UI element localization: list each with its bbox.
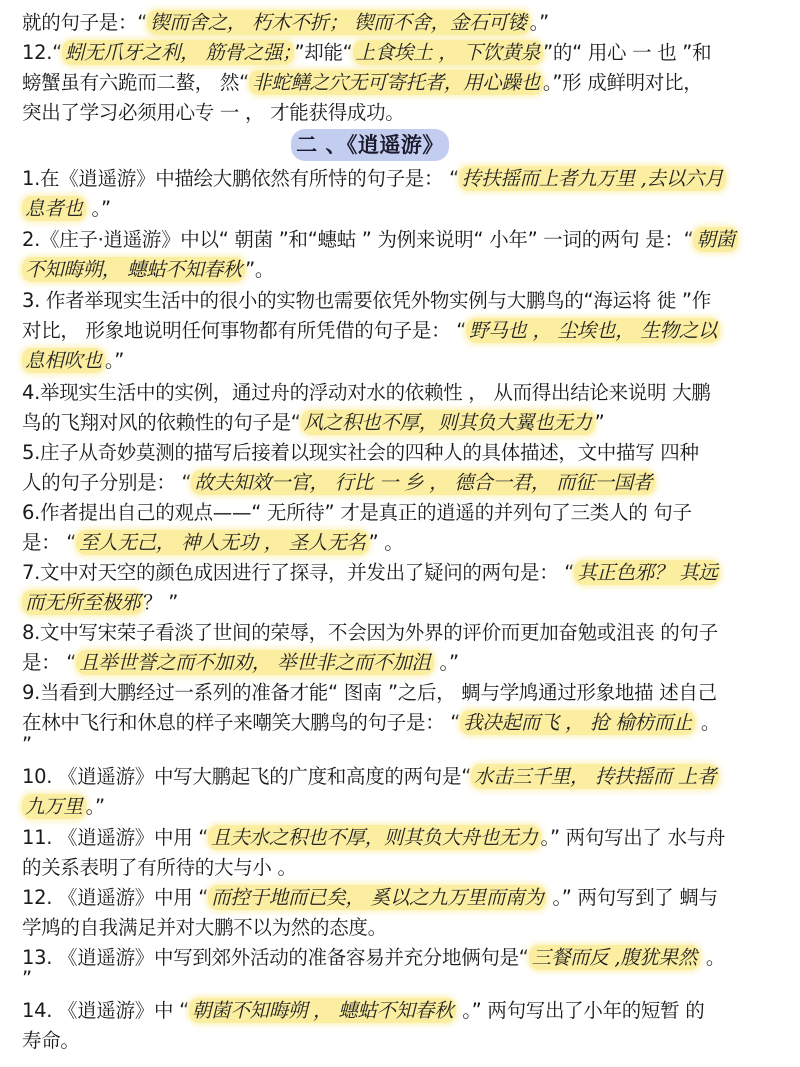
item-12-line-1 [22,883,788,913]
question-text: 鸟的飞翔对风的依赖性的句子是“ [22,411,301,434]
item-13-line-2: ” [22,967,32,990]
question-text: 。” [529,11,549,34]
item-1-line-2 [22,194,788,224]
item-5-line-1: 5.庄子从奇妙莫测的描写后接着以现实社会的四种人的具体描述，文中描写 四种 [22,441,699,464]
question-text: ” [594,411,605,434]
item-8-line-2 [22,648,788,678]
question-text: 14. 《逍遥游》中 “ [22,999,189,1022]
question-text: 对比， 形象地说明任何事物都有所凭借的句子是： “ [22,319,466,342]
question-text: 。” [85,795,105,818]
highlighted-answer: 且夫水之积也不厚，则其负大舟也无力 [208,825,540,850]
question-text: ”的“ 用心 一 也 ”和 [543,41,712,64]
question-text: 螃蟹虽有六跪而二螯， 然“ [22,71,249,94]
question-text: 是： “ [22,531,77,554]
question-text: ”。 [245,258,275,281]
item-6-line-1: 6.作者提出自己的观点——“ 无所待” 才是真正的逍遥的并列句了三类人的 句子 [22,501,692,524]
highlighted-answer: 非蛇鳝之穴无可寄托者，用心躁也 [249,70,543,95]
item-9-line-1: 9.当看到大鹏经过一系列的准备才能“ 图南 ”之后， 蜩与学鸠通过形象地描 述自己 [22,681,717,704]
item-2-line-2 [22,255,788,285]
question-text: 10. 《逍遥游》中写大鹏起飞的广度和高度的两句是“ [22,765,472,788]
question-text: 2.《庄子·逍遥游》中以“ 朝菌 ”和“蟪蛄 ” 为例来说明“ 小年” 一词的两句 是：“ [22,228,694,251]
highlighted-answer: 锲而舍之， 朽木不折； 锲而不舍，金石可镂 [147,10,530,35]
item-11-tail-line [22,8,788,38]
question-text: 。” [85,197,111,220]
highlighted-answer: 且举世誉之而不加劝， 举世非之而不加沮 [76,650,434,675]
highlighted-answer: 朝菌 [693,227,737,252]
question-text: 7.文中对天空的颜色成因进行了探寻，并发出了疑问的两句是： “ [22,561,575,584]
question-text: 是： “ [22,651,77,674]
highlighted-answer: 至人无己， 神人无功 ， 圣人无名 [76,530,369,555]
item-3-line-2 [22,316,788,346]
item-6-line-2 [22,528,788,558]
item-11-line-1 [22,823,788,853]
question-text: 。” 两句写出了 水与舟 [540,826,726,849]
question-text: 人的句子分别是： “ [22,471,192,494]
question-text: 。” [104,349,125,372]
item-3-line-1: 3. 作者举现实生活中的很小的实物也需要依凭外物实例与大鹏鸟的“海运将 徙 ”作 [22,289,711,312]
item-12-prev-line-2 [22,68,788,98]
section-heading: 二 、《逍遥游》 [291,129,449,161]
highlighted-answer: 抟扶摇而上者九万里 ,去以六月 [459,166,726,191]
item-8-line-1: 8.文中写宋荣子看淡了世间的荣辱，不会因为外界的评价而更加奋勉或沮丧 的句子 [22,621,718,644]
highlighted-answer: 而无所至极邪 [22,590,143,615]
highlighted-answer: 三餐而反 ,腹犹果然 [529,945,700,970]
item-7-line-1 [22,558,788,588]
question-text: 。”形 成鲜明对比， [542,71,703,94]
question-text: 1.在《逍遥游》中描绘大鹏依然有所恃的句子是： “ [22,167,459,190]
highlighted-answer: 不知晦朔， 蟪蛄不知春秋 [22,257,245,282]
question-text: 12. 《逍遥游》中用 “ [22,886,209,909]
question-text: 11. 《逍遥游》中用 “ [22,826,209,849]
item-14-line-1 [22,996,788,1026]
item-11-line-2: 的关系表明了有所待的大与小 。 [22,856,297,879]
highlighted-answer: 野马也 ， 尘埃也， 生物之以 [466,318,720,343]
highlighted-answer: 蚓无爪牙之利， 筋骨之强； [62,40,295,65]
item-1-line-1 [22,164,788,194]
highlighted-answer: 而控于地而已矣， 奚以之九万里而南为 [208,885,546,910]
question-text: ”却能“ [294,41,353,64]
item-3-line-3 [22,346,788,376]
highlighted-answer: 上食埃土 ， 下饮黄泉 [353,40,544,65]
item-10-line-1 [22,762,788,792]
question-text: 。” [433,651,459,674]
item-12-prev-line-3: 突出了学习必须用心专 一 ， 才能获得成功。 [22,101,405,124]
highlighted-answer: 故夫知效一官， 行比 一 乡 ， 德合一君， 而征一国者 [191,470,655,495]
highlighted-answer: 息者也 [22,196,86,221]
item-10-line-2 [22,792,788,822]
item-7-line-2 [22,588,788,618]
question-text: 。 [695,711,721,734]
item-2-line-1 [22,225,788,255]
question-text: 13. 《逍遥游》中写到郊外活动的准备容易并充分地俩句是“ [22,946,529,969]
question-text: ” 。 [368,531,404,554]
highlighted-answer: 息相吹也 [22,348,105,373]
item-12-line-2: 学鸠的自我满足并对大鹏不以为然的态度。 [22,916,387,939]
question-text: 。 [700,946,726,969]
item-12-prev-line-1 [22,38,788,68]
question-text: 。” 两句写到了 蜩与 [546,886,718,909]
highlighted-answer: 水击三千里， 抟扶摇而 上者 [471,764,719,789]
highlighted-answer: 我决起而飞 ， 抢 榆枋而止 [460,710,695,735]
highlighted-answer: 其正色邪？ 其远 [574,560,720,585]
highlighted-answer: 风之积也不厚，则其负大翼也无力 [301,410,595,435]
item-14-line-2: 寿命。 [22,1029,80,1052]
question-text: 12.“ [22,41,62,64]
item-4-line-2 [22,408,788,438]
question-text: 就的句子是：“ [22,11,148,34]
item-9-line-3: ” [22,733,32,756]
question-text: 。” 两句写出了小年的短暂 的 [456,999,705,1022]
question-text: ？ ” [143,591,179,614]
highlighted-answer: 朝菌不知晦朔 ， 蟪蛄不知春秋 [189,998,456,1023]
item-4-line-1: 4.举现实生活中的实例，通过舟的浮动对水的依赖性 ， 从而得出结论来说明 大鹏 [22,381,711,404]
item-5-line-2 [22,468,788,498]
highlighted-answer: 九万里 [22,794,86,819]
question-text: 在林中飞行和休息的样子来嘲笑大鹏鸟的句子是： “ [22,711,461,734]
